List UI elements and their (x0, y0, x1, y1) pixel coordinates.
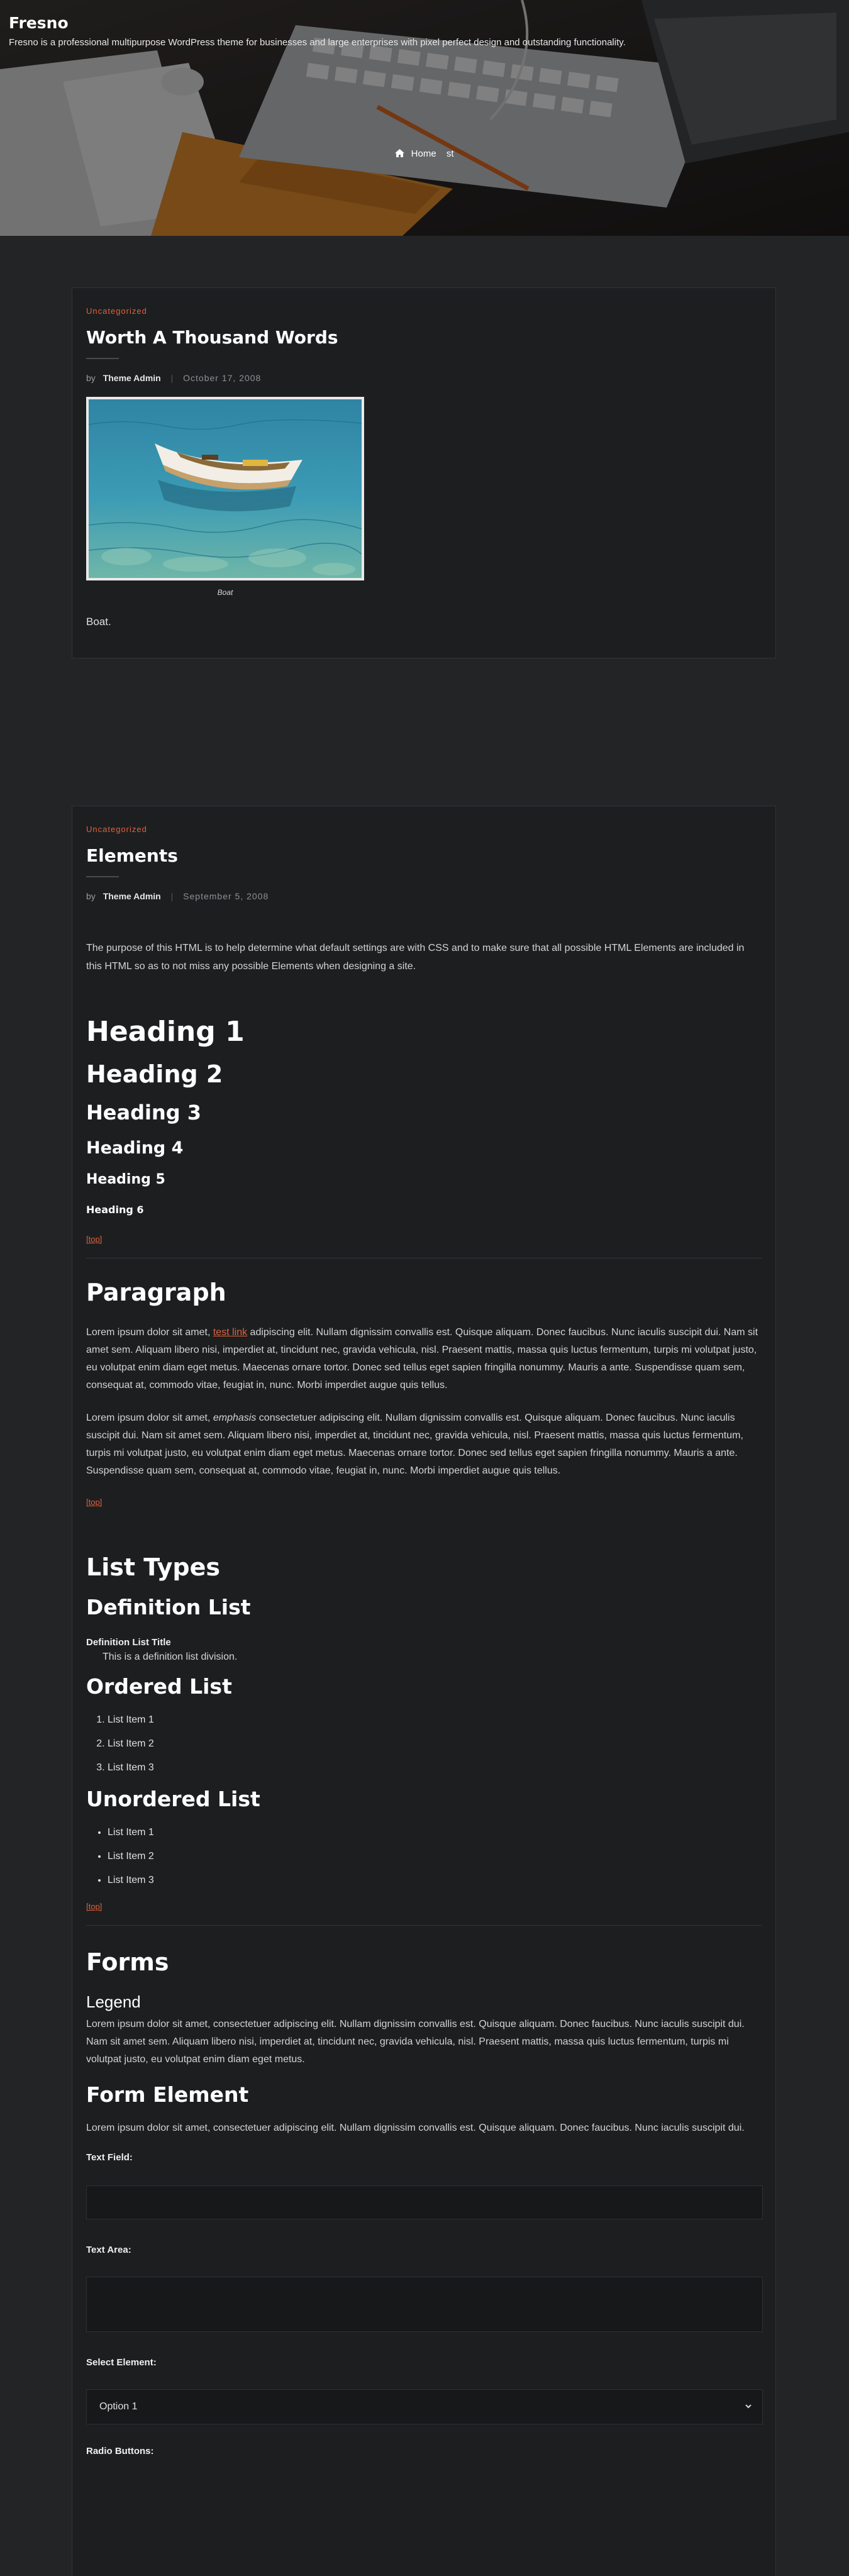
post-category-link[interactable]: Uncategorized (86, 306, 147, 316)
list-item: 1. List Item 1 (108, 1714, 762, 1726)
select-label: Select Element: (86, 2357, 157, 2368)
title-underline (86, 358, 119, 359)
ordered-list (108, 1714, 762, 1774)
test-link[interactable]: test link (213, 1327, 248, 1338)
form-legend: Legend (86, 1992, 141, 2011)
list-item: 3. List Item 3 (108, 1762, 762, 1774)
definition-term: Definition List Title (86, 1637, 171, 1648)
radio-buttons-label: Radio Buttons: (86, 2446, 154, 2457)
post-author-link[interactable]: Theme Admin (103, 891, 161, 901)
list-item: • List Item 2 (108, 1850, 762, 1863)
heading-2-demo: Heading 2 (86, 1060, 223, 1088)
chevron-down-icon (745, 2402, 752, 2414)
post-meta (86, 373, 762, 383)
section-title-forms: Forms (86, 1948, 169, 1976)
boat-image[interactable] (86, 397, 364, 580)
meta-divider: | (170, 891, 174, 901)
subsection-title-unordered-list: Unordered List (86, 1787, 260, 1811)
subsection-title-ordered-list: Ordered List (86, 1674, 232, 1699)
paragraph-1-end: adipiscing elit. Nullam dignissim convallis est. Quisque aliquam. Donec faucibus. Nunc iaculis suscipit dui. Nam sit amet sem. Aliquam libero nisi, imperdiet at, tincidunt nec, gravida vehicula, nisl. Praesent mattis, massa quis luctus fermentum, turpis mi volutpat justo, eu volutpat enim diam eget metus. Maecenas ornare tortor. Donec sed tellus eget sapien fringilla nonummy. Mauris a ante. Suspendisse quam sem, consequat at, commodo vitae, feugiat in, nunc. Morbi imperdiet augue quis tellus. (86, 1327, 758, 1391)
legend-paragraph: Lorem ipsum dolor sit amet, consectetuer adipiscing elit. Nullam dignissim convallis est. Quisque aliquam. Donec faucibus. Nunc iaculis suscipit dui. Nam sit amet sem. Aliquam libero nisi, imperdiet at, tincidunt nec, gravida vehicula, nisl. Praesent mattis, massa quis luctus fermentum, turpis mi volutpat justo, eu volutpat enim diam eget metus. (86, 2019, 745, 2065)
post-category-link[interactable]: Uncategorized (86, 824, 147, 834)
form-element-paragraph: Lorem ipsum dolor sit amet, consectetuer adipiscing elit. Nullam dignissim convallis est. Quisque aliquam. Donec faucibus. Nunc iaculis suscipit dui. (86, 2123, 745, 2133)
meta-divider: | (170, 373, 174, 383)
post-excerpt: Boat. (86, 616, 111, 628)
meta-by: by (86, 373, 96, 383)
home-icon (395, 149, 404, 160)
heading-5-demo: Heading 5 (86, 1172, 165, 1187)
post-intro: The purpose of this HTML is to help determine what default settings are with CSS and to make sure that all possible HTML Elements are included in this HTML so as to not miss any possible Elements when designing a site. (86, 943, 745, 972)
post-title[interactable]: Elements (86, 845, 178, 866)
paragraph-2 (86, 1409, 762, 1480)
breadcrumb-home-link[interactable]: Home (411, 148, 436, 159)
definition-list (86, 1637, 762, 1663)
site-header (0, 0, 849, 236)
paragraph-1 (86, 1324, 762, 1394)
definition-description: This is a definition list division. (103, 1652, 238, 1662)
post-card (72, 287, 776, 658)
breadcrumb-current: st (446, 148, 454, 159)
breadcrumb (0, 148, 849, 160)
site-description: Fresno is a professional multipurpose WordPress theme for businesses and large enterprises with pixel perfect design and outstanding functionality. (9, 37, 626, 48)
post-figure (86, 397, 364, 597)
emphasis-text: emphasis (213, 1413, 257, 1423)
list-item: • List Item 1 (108, 1826, 762, 1839)
subsection-title-definition-list: Definition List (86, 1595, 251, 1619)
heading-3-demo: Heading 3 (86, 1101, 202, 1124)
heading-6-demo: Heading 6 (86, 1204, 144, 1216)
heading-4-demo: Heading 4 (86, 1138, 184, 1158)
back-to-top-link[interactable]: [top] (86, 1235, 103, 1244)
post-date: September 5, 2008 (183, 891, 269, 901)
subsection-title-form-element: Form Element (86, 2082, 249, 2107)
section-title-paragraph: Paragraph (86, 1279, 226, 1306)
paragraph-1-start: Lorem ipsum dolor sit amet, (86, 1327, 213, 1338)
paragraph-2-start: Lorem ipsum dolor sit amet, (86, 1413, 213, 1423)
post-date: October 17, 2008 (183, 373, 262, 383)
paragraph-2-end: consectetuer adipiscing elit. Nullam dignissim convallis est. Quisque aliquam. Donec faucibus. Nunc iaculis suscipit dui. Nam sit amet sem. Aliquam libero nisi, imperdiet at, tincidunt nec, gravida vehicula, nisl. Praesent mattis, massa quis luctus fermentum, turpis mi volutpat justo, eu volutpat enim diam eget metus. Maecenas ornare tortor. Donec sed tellus eget sapien fringilla nonummy. Mauris a ante. Suspendisse quam sem, consequat at, commodo vitae, feugiat in, nunc. Morbi imperdiet augue quis tellus. (86, 1413, 743, 1476)
title-underline (86, 876, 119, 877)
text-field-input[interactable] (86, 2185, 763, 2219)
back-to-top-link[interactable]: [top] (86, 1902, 103, 1911)
meta-by: by (86, 891, 96, 901)
site-title-link[interactable]: Fresno (9, 14, 69, 32)
text-field-label: Text Field: (86, 2152, 133, 2163)
section-title-list-types: List Types (86, 1553, 221, 1581)
section-divider (86, 1925, 762, 1926)
post-author-link[interactable]: Theme Admin (103, 373, 161, 383)
select-value: Option 1 (99, 2401, 138, 2412)
select-dropdown[interactable] (86, 2389, 763, 2424)
unordered-list (108, 1826, 762, 1887)
post-title[interactable]: Worth A Thousand Words (86, 327, 338, 348)
post-meta (86, 891, 762, 901)
back-to-top-link[interactable]: [top] (86, 1497, 103, 1507)
site-branding (9, 14, 626, 48)
text-area-label: Text Area: (86, 2245, 131, 2255)
text-area-input[interactable] (86, 2277, 763, 2332)
post-card (72, 806, 776, 2576)
list-item: 2. List Item 2 (108, 1738, 762, 1750)
list-item: • List Item 3 (108, 1874, 762, 1887)
heading-1-demo: Heading 1 (86, 1016, 245, 1048)
image-caption: Boat (217, 588, 233, 597)
